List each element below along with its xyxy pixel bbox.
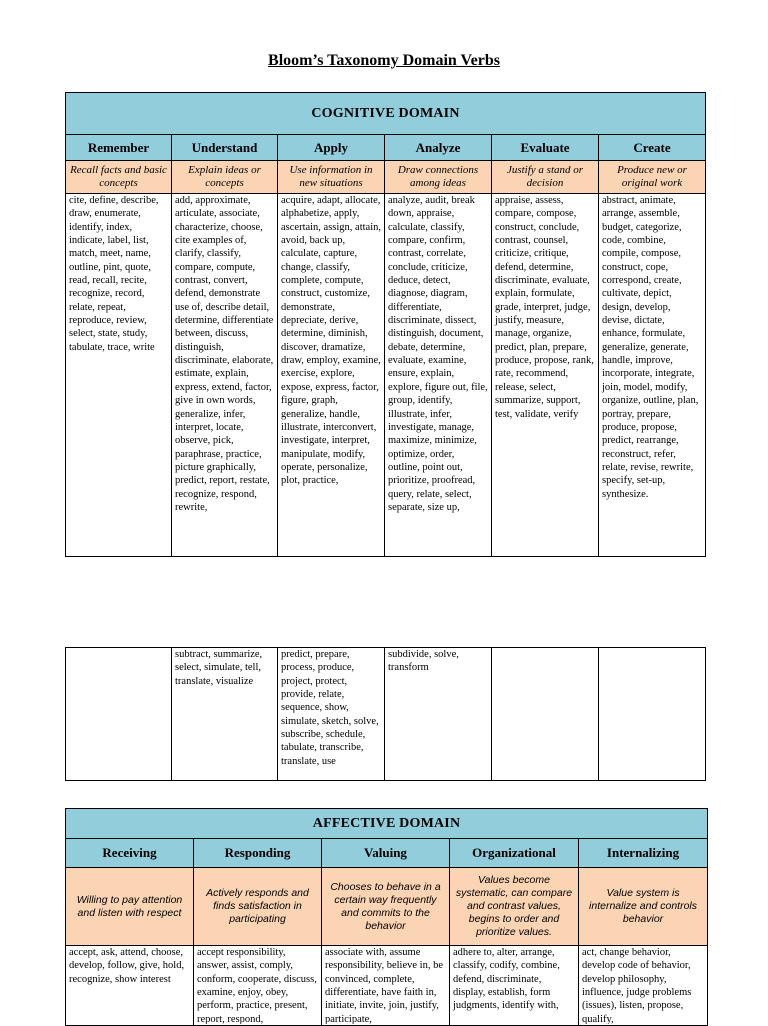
page-title: Bloom’s Taxonomy Domain Verbs — [268, 52, 500, 69]
description-analyze: Draw connections among ideas — [385, 161, 492, 194]
column-header-apply: Apply — [278, 135, 385, 161]
affective-domain-header: AFFECTIVE DOMAIN — [66, 809, 708, 839]
description-remember: Recall facts and basic concepts — [66, 161, 172, 194]
verb-list-apply: acquire, adapt, allocate, alphabetize, apply, ascertain, assign, attain, avoid, back up, calculate, capture, change, classify, complete, compute, construct, customize, demonstrate, depreciate, derive, determine, diminish, discover, dramatize, draw, employ, examine, exercise, explore, expose, express, factor, figure, graph, generalize, handle, illustrate, interconvert, investigate, interpret, manipulate, modify, operate, personalize, plot, practice, — [281, 195, 382, 487]
column-header-evaluate: Evaluate — [492, 135, 599, 161]
verb-list-analyze: analyze, audit, break down, appraise, calculate, classify, compare, confirm, contrast, correlate, conclude, criticize, deduce, detect, diagnose, diagram, differentiate, discriminate, dissect, distinguish, document, debate, determine, evaluate, examine, ensure, explain, explore, figure out, file, group, identify, illustrate, infer, investigate, manage, maximize, minimize, optimize, order, outline, point out, prioritize, proofread, query, relate, select, separate, size up, — [388, 195, 488, 513]
column-header-create: Create — [599, 135, 706, 161]
verbs-valuing — [322, 946, 450, 1026]
verbs-internalizing — [579, 946, 708, 1026]
verbs-remember — [66, 194, 172, 557]
verbs-continued-apply — [278, 648, 385, 781]
verbs-continued-remember — [66, 648, 172, 781]
description-evaluate: Justify a stand or decision — [492, 161, 599, 194]
verb-list-internalizing: act, change behavior, develop code of behavior, develop philosophy, influence, judge problems (issues), listen, propose, qualify, — [582, 947, 692, 1024]
cognitive-domain-table-continued — [65, 647, 706, 781]
column-header-valuing: Valuing — [322, 839, 450, 868]
verb-list-continued-analyze: subdivide, solve, transform — [388, 649, 459, 674]
verbs-organizational — [450, 946, 579, 1026]
description-valuing: Chooses to behave in a certain way frequently and commits to the behavior — [322, 868, 450, 946]
description-create: Produce new or original work — [599, 161, 706, 194]
description-receiving: Willing to pay attention and listen with respect — [66, 868, 194, 946]
cognitive-domain-table — [65, 92, 706, 557]
affective-domain-table — [65, 808, 708, 1026]
verb-list-understand: add, approximate, articulate, associate, characterize, choose, cite examples of, clarify, classify, compare, compute, contrast, convert, defend, demonstrate use of, describe detail, determine, differentiate between, discuss, distinguish, discriminate, elaborate, estimate, explain, express, extend, factor, give in own words, generalize, infer, interpret, locate, observe, pick, paraphrase, practice, picture graphically, predict, report, restate, recognize, respond, rewrite, — [175, 195, 274, 513]
description-understand: Explain ideas or concepts — [172, 161, 278, 194]
verbs-evaluate — [492, 194, 599, 557]
verbs-analyze — [385, 194, 492, 557]
verb-list-create: abstract, animate, arrange, assemble, budget, categorize, code, combine, compile, compose, construct, cope, correspond, create, cultivate, depict, design, develop, devise, dictate, enhance, formulate, generalize, generate, handle, improve, incorporate, integrate, join, model, modify, organize, outline, plan, portray, prepare, produce, propose, predict, rearrange, reconstruct, refer, relate, revise, rewrite, specify, set-up, synthesize. — [602, 195, 699, 500]
verb-list-remember: cite, define, describe, draw, enumerate, identify, index, indicate, label, list, match, meet, name, outline, pint, quote, read, recall, recite, recognize, record, relate, repeat, reproduce, review, select, state, study, tabulate, trace, write — [69, 195, 159, 353]
column-header-responding: Responding — [194, 839, 322, 868]
cognitive-domain-header: COGNITIVE DOMAIN — [66, 93, 706, 135]
description-internalizing: Value system is internalize and controls behavior — [579, 868, 708, 946]
verbs-continued-create — [599, 648, 706, 781]
verbs-receiving — [66, 946, 194, 1026]
verb-list-valuing: associate with, assume responsibility, believe in, be convinced, complete, differentiate, have faith in, initiate, invite, join, justify, participate, — [325, 947, 444, 1024]
verb-list-continued-apply: predict, prepare, process, produce, project, protect, provide, relate, sequence, show, simulate, sketch, solve, subscribe, schedule, tabulate, transcribe, translate, use — [281, 649, 379, 767]
verbs-responding — [194, 946, 322, 1026]
verbs-continued-understand — [172, 648, 278, 781]
column-header-understand: Understand — [172, 135, 278, 161]
column-header-receiving: Receiving — [66, 839, 194, 868]
verbs-understand — [172, 194, 278, 557]
verbs-apply — [278, 194, 385, 557]
description-apply: Use information in new situations — [278, 161, 385, 194]
verbs-continued-analyze — [385, 648, 492, 781]
description-organizational: Values become systematic, can compare and contrast values, begins to order and prioritize values. — [450, 868, 579, 946]
column-header-organizational: Organizational — [450, 839, 579, 868]
verb-list-responding: accept responsibility, answer, assist, comply, conform, cooperate, discuss, examine, enjoy, obey, perform, practice, present, report, respond, — [197, 947, 317, 1024]
verb-list-receiving: accept, ask, attend, choose, develop, follow, give, hold, recognize, show interest — [69, 947, 185, 985]
verb-list-organizational: adhere to, alter, arrange, classify, codify, combine, defend, discriminate, display, establish, form judgments, identify with, — [453, 947, 560, 1012]
column-header-internalizing: Internalizing — [579, 839, 708, 868]
verbs-continued-evaluate — [492, 648, 599, 781]
column-header-analyze: Analyze — [385, 135, 492, 161]
verb-list-continued-understand: subtract, summarize, select, simulate, tell, translate, visualize — [175, 649, 263, 687]
column-header-remember: Remember — [66, 135, 172, 161]
description-responding: Actively responds and finds satisfaction in participating — [194, 868, 322, 946]
verb-list-evaluate: appraise, assess, compare, compose, construct, conclude, contrast, counsel, criticize, critique, defend, determine, discriminate, evaluate, explain, formulate, grade, interpret, judge, justify, measure, manage, organize, predict, plan, prepare, produce, propose, rank, rate, recommend, release, select, summarize, support, test, validate, verify — [495, 195, 594, 420]
verbs-create — [599, 194, 706, 557]
